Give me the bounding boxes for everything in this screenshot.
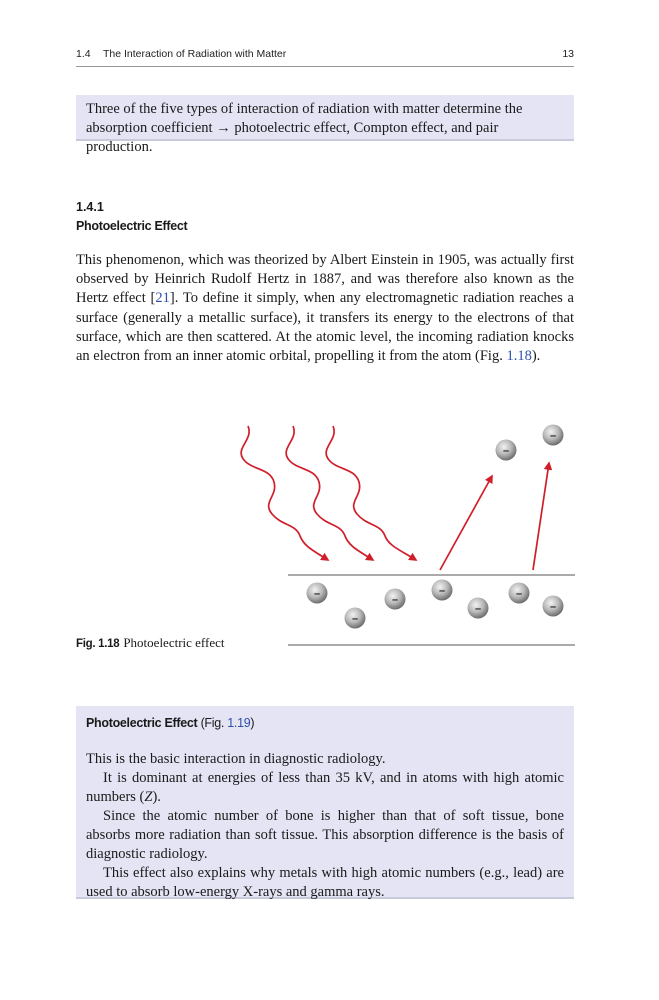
- callout-text-after: photoelectric effect, Compton effect, and pair production.: [86, 120, 499, 155]
- svg-text:–: –: [502, 445, 510, 457]
- info-box: [76, 706, 574, 899]
- svg-text:–: –: [438, 585, 446, 597]
- section-number: 1.4.1: [76, 200, 104, 214]
- svg-text:–: –: [549, 430, 557, 442]
- surface-electron: [468, 598, 489, 619]
- figure-reference-link[interactable]: 1.18: [506, 348, 532, 365]
- header-chapter-title: The Interaction of Radiation with Matter: [103, 48, 287, 60]
- svg-text:–: –: [351, 613, 359, 625]
- info-box-paragraph: Since the atomic number of bone is higher than that of soft tissue, bone absorbs more radiation than soft tissue. This absorption difference is the basis of diagnostic radiology.: [86, 808, 564, 862]
- svg-text:–: –: [474, 603, 482, 615]
- surface-electron: [307, 583, 328, 604]
- citation-link[interactable]: 21: [155, 290, 170, 307]
- ejected-electron-arrow: [440, 476, 492, 570]
- info-box-figure-link[interactable]: 1.19: [227, 716, 251, 730]
- surface-electron: [543, 596, 564, 617]
- figure-caption-text: Photoelectric effect: [123, 635, 225, 650]
- info-box-title-text: Photoelectric Effect: [86, 716, 198, 730]
- incoming-photon-wave: [326, 426, 416, 560]
- svg-text:–: –: [313, 588, 321, 600]
- surface-electron: [345, 608, 366, 629]
- surface-electron: [432, 580, 453, 601]
- body-paragraph: [76, 251, 574, 366]
- info-box-text: ).: [152, 789, 161, 805]
- ejected-electron-arrow: [533, 463, 549, 570]
- svg-text:–: –: [391, 594, 399, 606]
- header-section-number: 1.4: [76, 48, 91, 60]
- section-title: Photoelectric Effect: [76, 219, 188, 233]
- ejected-electron: [496, 440, 517, 461]
- atomic-number-symbol: Z: [144, 789, 153, 805]
- info-box-paragraph: [86, 769, 564, 807]
- info-box-paragraph: This effect also explains why metals with high atomic numbers (e.g., lead) are used to absorb low-energy X-rays and gamma rays.: [86, 865, 564, 900]
- info-box-text: It is dominant at energies of less than 35 kV, and in atoms with high atomic numbers (: [86, 770, 564, 805]
- ejected-electron: [543, 425, 564, 446]
- paragraph-text-2: ]. To define it simply, when any electromagnetic radiation reaches a surface (generally a metallic surface), it transfers its energy to the electrons of that surface, which are then scattered. At the atomic level, the incoming radiation knocks an electron from an inner atomic orbital, propelling it from the atom (Fig.: [76, 290, 574, 365]
- photoelectric-figure: [230, 418, 580, 653]
- running-header: [76, 46, 574, 67]
- info-box-title: [86, 714, 564, 733]
- summary-callout: [76, 95, 574, 155]
- svg-text:–: –: [549, 601, 557, 613]
- callout-arrow: →: [216, 120, 231, 136]
- svg-text:–: –: [515, 588, 523, 600]
- paragraph-text-3: ).: [531, 348, 541, 365]
- page-number: 13: [562, 48, 574, 60]
- surface-electron: [509, 583, 530, 604]
- paragraph-text-1: This phenomenon, which was theorized by Albert Einstein in 1905, was actually first observed by Heinrich Rudolf Hertz in 1887, and was therefore also known as the Hertz effect [: [76, 252, 574, 307]
- surface-electron: [385, 589, 406, 610]
- callout-text-before: Three of the five types of interaction of radiation with matter determine the absorption coefficient: [86, 101, 523, 136]
- figure-caption: [76, 635, 225, 651]
- info-box-paragraph: This is the basic interaction in diagnostic radiology.: [86, 751, 386, 767]
- incoming-photon-wave: [286, 426, 373, 560]
- info-box-title-ref-close: ): [250, 716, 255, 730]
- photoelectric-diagram: [230, 418, 580, 653]
- figure-caption-label: Fig. 1.18: [76, 638, 120, 650]
- info-box-title-ref-open: (Fig.: [197, 716, 228, 730]
- incoming-photon-wave: [241, 426, 328, 560]
